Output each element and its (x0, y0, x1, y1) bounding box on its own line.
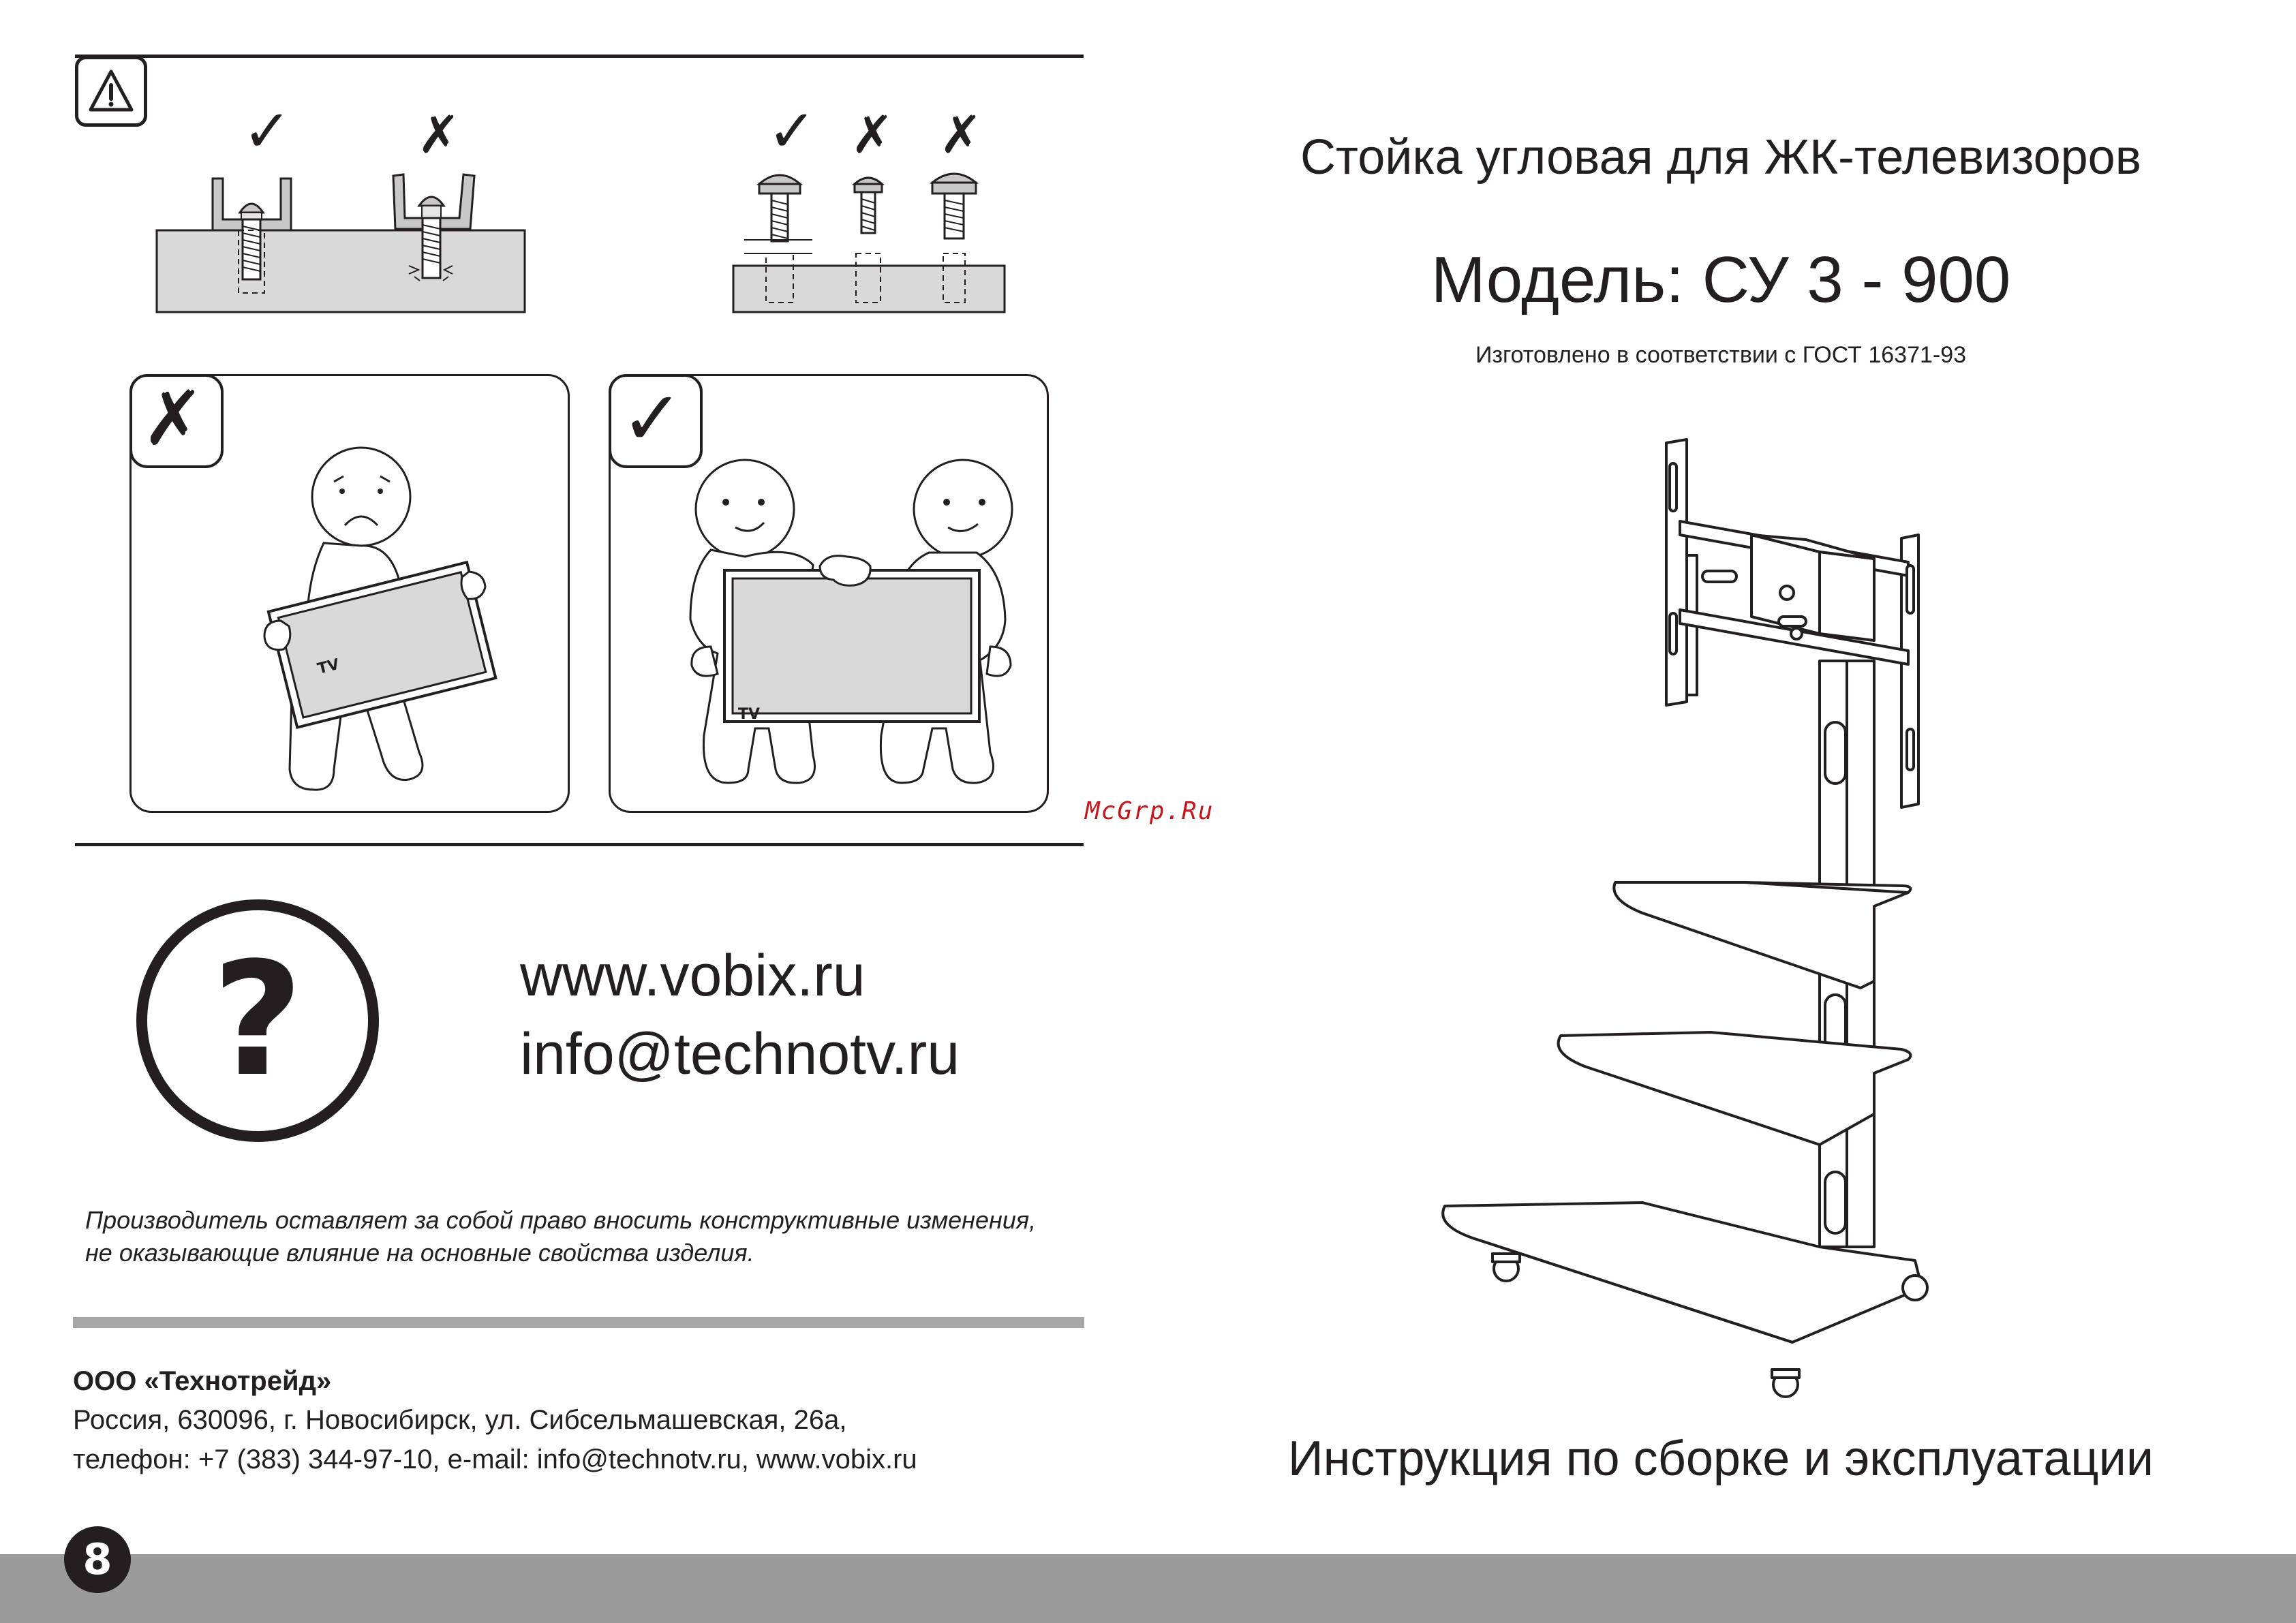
product-model: Модель: СУ 3 - 900 (1430, 243, 2011, 316)
company-name: ООО «Технотрейд» (73, 1366, 332, 1396)
disclaimer-line-2: не оказывающие влияние на основные свойства изделия. (85, 1239, 754, 1267)
warning-icon (75, 56, 147, 127)
tv-stand-illustration (1438, 436, 1929, 1404)
question-icon: ? (136, 899, 379, 1142)
website-link[interactable]: www.vobix.ru (520, 943, 866, 1008)
ok-mark: ✓ (621, 375, 684, 462)
tv-label: TV (738, 706, 761, 723)
screw-length-diagram-left (151, 150, 533, 327)
wrong-mark: ✗ (142, 375, 205, 462)
company-phone: телефон: +7 (383) 344-97-10, e-mail: info@technotv.ru, www.vobix.ru (73, 1444, 917, 1474)
email-link[interactable]: info@technotv.ru (520, 1021, 960, 1087)
screw-length-diagram-right (731, 164, 1017, 320)
two-people-carrying-tv (609, 374, 1045, 809)
wrong-mark: ✗ (851, 104, 894, 165)
page-number: 8 (82, 1534, 112, 1584)
company-address: Россия, 630096, г. Новосибирск, ул. Сибсельмашевская, 26а, (73, 1405, 847, 1435)
standard-note: Изготовлено в соответствии с ГОСТ 16371-93 (1475, 342, 1967, 368)
ok-mark: ✓ (767, 97, 817, 166)
manual-title: Инструкция по сборке и эксплуатации (1287, 1432, 2154, 1486)
gray-divider (73, 1317, 1084, 1328)
page-number-badge (64, 1526, 131, 1593)
product-title: Стойка угловая для ЖК-телевизоров (1300, 130, 2141, 185)
ok-mark: ✓ (243, 97, 292, 166)
footer-band (0, 1554, 2296, 1623)
person-carrying-tv-alone (129, 374, 566, 809)
watermark: McGrp.Ru (1085, 797, 1214, 825)
middle-rule (75, 843, 1084, 846)
wrong-mark: ✗ (939, 104, 983, 165)
tv-label: TV (316, 655, 341, 678)
disclaimer-line-1: Производитель оставляет за собой право вносить конструктивные изменения, (85, 1206, 1037, 1234)
top-rule (75, 55, 1084, 58)
wrong-mark: ✗ (417, 104, 461, 165)
